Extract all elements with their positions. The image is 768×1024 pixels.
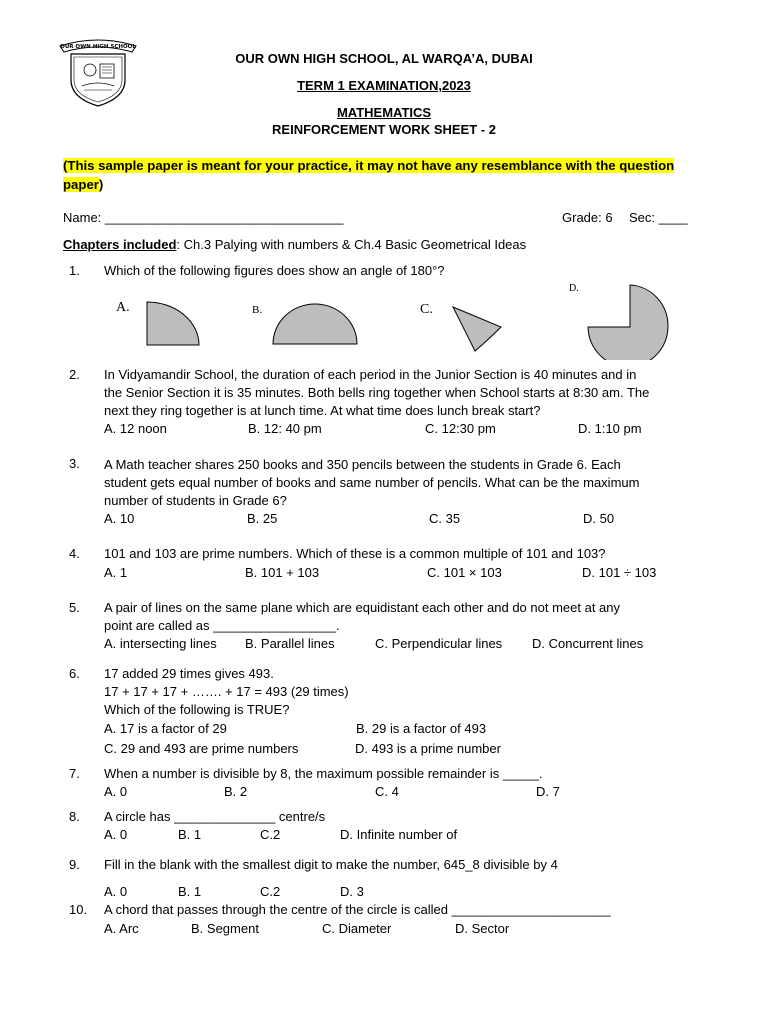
option-b: B. Parallel lines	[245, 636, 335, 651]
option-d: D. 1:10 pm	[578, 421, 642, 436]
three-quarter-circle-figure	[588, 285, 668, 360]
figure-label-d: D.	[569, 283, 579, 294]
question-text: A Math teacher shares 250 books and 350 pencils between the students in Grade 6. Each	[104, 457, 621, 472]
practice-note-line2: paper	[63, 177, 99, 192]
school-crest-icon	[54, 36, 142, 110]
question-text: 101 and 103 are prime numbers. Which of these is a common multiple of 101 and 103?	[104, 546, 606, 561]
question-number: 3.	[69, 456, 80, 471]
school-logo	[54, 36, 142, 110]
option-c: C. 12:30 pm	[425, 421, 496, 436]
option-c: C. 35	[429, 511, 461, 526]
option-b: B. 25	[247, 511, 278, 526]
question-text: Which of the following figures does show an angle of 180°?	[104, 263, 445, 278]
question-text: number of students in Grade 6?	[104, 493, 287, 508]
option-a: A. 10	[104, 511, 135, 526]
question-text: A pair of lines on the same plane which are equidistant each other and do not meet at any	[104, 600, 621, 615]
angle-figures	[0, 280, 768, 360]
chapters-included	[63, 236, 526, 254]
question-number: 2.	[69, 367, 80, 382]
question-text: A chord that passes through the centre of the circle is called ______________________	[104, 902, 611, 917]
option-b: B. 2	[224, 784, 248, 799]
option-b: B. 101 + 103	[245, 565, 320, 580]
name-field: Name: _________________________________	[63, 210, 344, 225]
option-b: B. 12: 40 pm	[248, 421, 322, 436]
chapters-text: : Ch.3 Palying with numbers & Ch.4 Basic Geometrical Ideas	[176, 237, 527, 252]
option-c: C. Diameter	[322, 921, 392, 936]
option-a: A. intersecting lines	[104, 636, 217, 651]
semicircle-figure	[273, 304, 357, 344]
option-d: D. 3	[340, 884, 364, 899]
section-field: Sec: ____	[629, 210, 688, 225]
triangle-sector-figure	[453, 307, 501, 351]
quarter-circle-figure	[147, 302, 199, 345]
option-a: A. 12 noon	[104, 421, 167, 436]
option-d: D. Concurrent lines	[532, 636, 644, 651]
option-b: B. 1	[178, 884, 202, 899]
worksheet-title: REINFORCEMENT WORK SHEET - 2	[272, 122, 496, 137]
option-a: A. 0	[104, 827, 128, 842]
question-text: student gets equal number of books and same number of pencils. What can be the maximum	[104, 475, 640, 490]
question-text: Which of the following is TRUE?	[104, 702, 290, 717]
option-d: D. 493 is a prime number	[355, 741, 501, 756]
question-text: When a number is divisible by 8, the maximum possible remainder is _____.	[104, 766, 543, 781]
question-number: 7.	[69, 766, 80, 781]
subject-title: MATHEMATICS	[336, 105, 432, 120]
figure-label-a: A.	[116, 300, 130, 315]
question-number: 8.	[69, 809, 80, 824]
figure-label-b: B.	[252, 304, 263, 316]
question-number: 5.	[69, 600, 80, 615]
option-d: D. Sector	[455, 921, 510, 936]
option-c: C. Perpendicular lines	[375, 636, 503, 651]
question-number: 6.	[69, 666, 80, 681]
option-a: A. 17 is a factor of 29	[104, 721, 227, 736]
grade-field: Grade: 6	[562, 210, 613, 225]
option-b: B. 29 is a factor of 493	[356, 721, 487, 736]
practice-note	[63, 156, 703, 194]
question-number: 4.	[69, 546, 80, 561]
svg-text:OUR OWN HIGH SCHOOL: OUR OWN HIGH SCHOOL	[60, 44, 136, 50]
option-d: D. Infinite number of	[340, 827, 458, 842]
question-text: next they ring together is at lunch time. At what time does lunch break start?	[104, 403, 541, 418]
option-c: C.2	[260, 827, 281, 842]
practice-note-line1: (This sample paper is meant for your practice, it may not have any resemblance with the question	[63, 158, 675, 173]
option-d: D. 50	[583, 511, 615, 526]
option-a: A. 1	[104, 565, 128, 580]
figure-label-c: C.	[420, 302, 433, 317]
option-d: D. 101 ÷ 103	[582, 565, 657, 580]
option-b: B. Segment	[191, 921, 259, 936]
question-text: In Vidyamandir School, the duration of each period in the Junior Section is 40 minutes and in	[104, 367, 637, 382]
question-text: 17 + 17 + 17 + ……. + 17 = 493 (29 times)	[104, 684, 349, 699]
option-c: C. 29 and 493 are prime numbers	[104, 741, 299, 756]
option-c: C. 101 × 103	[427, 565, 502, 580]
option-b: B. 1	[178, 827, 202, 842]
exam-title: TERM 1 EXAMINATION,2023	[297, 78, 471, 93]
question-text: the Senior Section it is 35 minutes. Both bells ring together when School starts at 8:30 am. The	[104, 385, 650, 400]
question-number: 10.	[69, 902, 88, 917]
option-c: C.2	[260, 884, 281, 899]
question-number: 9.	[69, 857, 80, 872]
school-name: OUR OWN HIGH SCHOOL, AL WARQA’A, DUBAI	[235, 51, 533, 66]
question-text: 17 added 29 times gives 493.	[104, 666, 274, 681]
practice-note-close: )	[98, 177, 104, 192]
option-a: A. 0	[104, 884, 128, 899]
option-c: C. 4	[375, 784, 399, 799]
question-text: Fill in the blank with the smallest digit to make the number, 645_8 divisible by 4	[104, 857, 558, 872]
option-a: A. Arc	[104, 921, 139, 936]
option-a: A. 0	[104, 784, 128, 799]
question-number: 1.	[69, 263, 80, 278]
question-text: point are called as _________________.	[104, 618, 340, 633]
chapters-label: Chapters included	[63, 237, 177, 252]
option-d: D. 7	[536, 784, 560, 799]
question-text: A circle has ______________ centre/s	[104, 809, 326, 824]
